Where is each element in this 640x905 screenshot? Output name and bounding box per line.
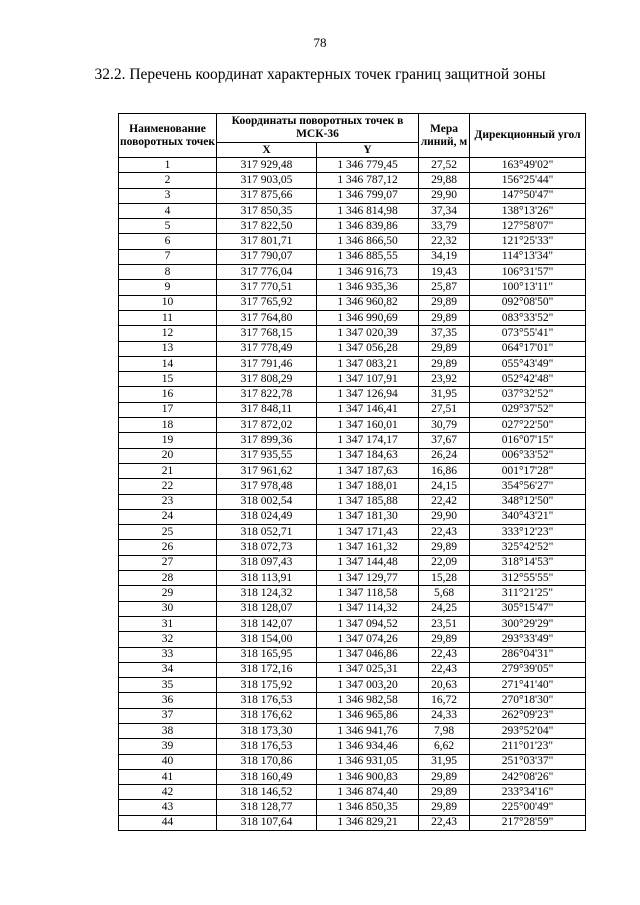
cell-point-number: 1 bbox=[119, 158, 217, 173]
cell-line-length: 22,42 bbox=[419, 494, 470, 509]
cell-direction-angle: 147°50'47" bbox=[470, 188, 586, 203]
cell-x: 317 801,71 bbox=[217, 234, 317, 249]
cell-line-length: 25,87 bbox=[419, 280, 470, 295]
table-row bbox=[119, 158, 586, 173]
cell-x: 318 128,07 bbox=[217, 601, 317, 616]
cell-direction-angle: 293°33'49" bbox=[470, 632, 586, 647]
cell-x: 318 113,91 bbox=[217, 571, 317, 586]
cell-y: 1 347 185,88 bbox=[317, 494, 419, 509]
cell-y: 1 346 916,73 bbox=[317, 265, 419, 280]
cell-point-number: 29 bbox=[119, 586, 217, 601]
cell-line-length: 37,67 bbox=[419, 433, 470, 448]
table-row bbox=[119, 173, 586, 188]
cell-point-number: 26 bbox=[119, 540, 217, 555]
cell-y: 1 347 046,86 bbox=[317, 647, 419, 662]
header-coordinates: Координаты поворотных точек в МСК-36 bbox=[217, 114, 419, 143]
cell-point-number: 31 bbox=[119, 616, 217, 631]
cell-y: 1 346 900,83 bbox=[317, 769, 419, 784]
cell-point-number: 6 bbox=[119, 234, 217, 249]
cell-line-length: 16,86 bbox=[419, 463, 470, 478]
cell-y: 1 347 126,94 bbox=[317, 387, 419, 402]
cell-direction-angle: 083°33'52" bbox=[470, 310, 586, 325]
cell-direction-angle: 027°22'50" bbox=[470, 418, 586, 433]
cell-point-number: 12 bbox=[119, 326, 217, 341]
cell-point-number: 3 bbox=[119, 188, 217, 203]
cell-direction-angle: 052°42'48" bbox=[470, 372, 586, 387]
cell-line-length: 6,62 bbox=[419, 739, 470, 754]
cell-x: 317 929,48 bbox=[217, 158, 317, 173]
cell-y: 1 346 814,98 bbox=[317, 203, 419, 218]
table-header bbox=[119, 114, 586, 158]
cell-y: 1 346 931,05 bbox=[317, 754, 419, 769]
cell-x: 318 176,62 bbox=[217, 708, 317, 723]
table-row bbox=[119, 586, 586, 601]
table-row bbox=[119, 463, 586, 478]
table-row bbox=[119, 280, 586, 295]
cell-direction-angle: 293°52'04" bbox=[470, 723, 586, 738]
cell-x: 317 903,05 bbox=[217, 173, 317, 188]
cell-y: 1 347 171,43 bbox=[317, 525, 419, 540]
cell-point-number: 34 bbox=[119, 662, 217, 677]
table-row bbox=[119, 265, 586, 280]
cell-point-number: 28 bbox=[119, 571, 217, 586]
table-row bbox=[119, 509, 586, 524]
cell-line-length: 34,19 bbox=[419, 249, 470, 264]
cell-direction-angle: 271°41'40" bbox=[470, 678, 586, 693]
cell-direction-angle: 312°55'55" bbox=[470, 571, 586, 586]
cell-y: 1 346 934,46 bbox=[317, 739, 419, 754]
cell-direction-angle: 242°08'26" bbox=[470, 769, 586, 784]
cell-line-length: 5,68 bbox=[419, 586, 470, 601]
cell-point-number: 38 bbox=[119, 723, 217, 738]
cell-y: 1 347 181,30 bbox=[317, 509, 419, 524]
cell-point-number: 27 bbox=[119, 555, 217, 570]
table-row bbox=[119, 693, 586, 708]
cell-y: 1 347 184,63 bbox=[317, 448, 419, 463]
cell-y: 1 347 174,17 bbox=[317, 433, 419, 448]
cell-y: 1 346 866,50 bbox=[317, 234, 419, 249]
cell-line-length: 23,92 bbox=[419, 372, 470, 387]
cell-x: 318 172,16 bbox=[217, 662, 317, 677]
cell-line-length: 26,24 bbox=[419, 448, 470, 463]
cell-x: 317 822,50 bbox=[217, 219, 317, 234]
cell-line-length: 29,89 bbox=[419, 310, 470, 325]
cell-direction-angle: 100°13'11" bbox=[470, 280, 586, 295]
table-row bbox=[119, 219, 586, 234]
table-body bbox=[119, 158, 586, 831]
cell-point-number: 16 bbox=[119, 387, 217, 402]
cell-point-number: 44 bbox=[119, 815, 217, 830]
cell-x: 318 124,32 bbox=[217, 586, 317, 601]
cell-direction-angle: 092°08'50" bbox=[470, 295, 586, 310]
cell-point-number: 11 bbox=[119, 310, 217, 325]
cell-line-length: 24,25 bbox=[419, 601, 470, 616]
cell-x: 317 899,36 bbox=[217, 433, 317, 448]
cell-line-length: 22,43 bbox=[419, 815, 470, 830]
cell-point-number: 39 bbox=[119, 739, 217, 754]
cell-x: 318 002,54 bbox=[217, 494, 317, 509]
cell-point-number: 25 bbox=[119, 525, 217, 540]
cell-y: 1 346 874,40 bbox=[317, 785, 419, 800]
cell-x: 317 875,66 bbox=[217, 188, 317, 203]
cell-line-length: 29,89 bbox=[419, 540, 470, 555]
cell-direction-angle: 333°12'23" bbox=[470, 525, 586, 540]
cell-point-number: 7 bbox=[119, 249, 217, 264]
table-row bbox=[119, 433, 586, 448]
cell-x: 317 765,92 bbox=[217, 295, 317, 310]
cell-line-length: 22,43 bbox=[419, 662, 470, 677]
table-row bbox=[119, 571, 586, 586]
table-row bbox=[119, 785, 586, 800]
cell-y: 1 347 107,91 bbox=[317, 372, 419, 387]
cell-y: 1 346 850,35 bbox=[317, 800, 419, 815]
cell-y: 1 346 982,58 bbox=[317, 693, 419, 708]
cell-point-number: 41 bbox=[119, 769, 217, 784]
cell-x: 318 154,00 bbox=[217, 632, 317, 647]
cell-line-length: 30,79 bbox=[419, 418, 470, 433]
cell-direction-angle: 217°28'59" bbox=[470, 815, 586, 830]
table-row bbox=[119, 616, 586, 631]
cell-direction-angle: 262°09'23" bbox=[470, 708, 586, 723]
cell-line-length: 29,89 bbox=[419, 785, 470, 800]
cell-direction-angle: 029°37'52" bbox=[470, 402, 586, 417]
cell-direction-angle: 305°15'47" bbox=[470, 601, 586, 616]
table-row bbox=[119, 402, 586, 417]
cell-direction-angle: 064°17'01" bbox=[470, 341, 586, 356]
cell-line-length: 29,89 bbox=[419, 356, 470, 371]
cell-y: 1 346 787,12 bbox=[317, 173, 419, 188]
cell-line-length: 23,51 bbox=[419, 616, 470, 631]
cell-point-number: 33 bbox=[119, 647, 217, 662]
cell-direction-angle: 340°43'21" bbox=[470, 509, 586, 524]
cell-x: 318 024,49 bbox=[217, 509, 317, 524]
cell-line-length: 29,90 bbox=[419, 188, 470, 203]
table-row bbox=[119, 739, 586, 754]
cell-x: 317 961,62 bbox=[217, 463, 317, 478]
cell-x: 317 768,15 bbox=[217, 326, 317, 341]
cell-point-number: 37 bbox=[119, 708, 217, 723]
cell-y: 1 347 160,01 bbox=[317, 418, 419, 433]
cell-direction-angle: 270°18'30" bbox=[470, 693, 586, 708]
cell-x: 318 128,77 bbox=[217, 800, 317, 815]
header-point-name: Наименование поворотных точек bbox=[119, 114, 217, 158]
cell-point-number: 5 bbox=[119, 219, 217, 234]
table-row bbox=[119, 708, 586, 723]
cell-direction-angle: 114°13'34" bbox=[470, 249, 586, 264]
cell-x: 317 848,11 bbox=[217, 402, 317, 417]
cell-point-number: 10 bbox=[119, 295, 217, 310]
cell-x: 318 146,52 bbox=[217, 785, 317, 800]
cell-direction-angle: 138°13'26" bbox=[470, 203, 586, 218]
cell-y: 1 347 144,48 bbox=[317, 555, 419, 570]
cell-point-number: 22 bbox=[119, 479, 217, 494]
cell-direction-angle: 037°32'52" bbox=[470, 387, 586, 402]
cell-line-length: 33,79 bbox=[419, 219, 470, 234]
cell-direction-angle: 354°56'27" bbox=[470, 479, 586, 494]
cell-y: 1 347 129,77 bbox=[317, 571, 419, 586]
cell-line-length: 15,28 bbox=[419, 571, 470, 586]
table-row bbox=[119, 387, 586, 402]
table-row bbox=[119, 815, 586, 830]
table-row bbox=[119, 555, 586, 570]
cell-point-number: 2 bbox=[119, 173, 217, 188]
cell-x: 317 770,51 bbox=[217, 280, 317, 295]
cell-line-length: 31,95 bbox=[419, 387, 470, 402]
cell-x: 317 822,78 bbox=[217, 387, 317, 402]
cell-point-number: 43 bbox=[119, 800, 217, 815]
cell-direction-angle: 127°58'07" bbox=[470, 219, 586, 234]
cell-line-length: 22,09 bbox=[419, 555, 470, 570]
cell-point-number: 19 bbox=[119, 433, 217, 448]
cell-y: 1 347 074,26 bbox=[317, 632, 419, 647]
cell-point-number: 32 bbox=[119, 632, 217, 647]
cell-y: 1 346 965,86 bbox=[317, 708, 419, 723]
header-y: Y bbox=[317, 143, 419, 158]
cell-direction-angle: 311°21'25" bbox=[470, 586, 586, 601]
cell-y: 1 346 990,69 bbox=[317, 310, 419, 325]
cell-line-length: 29,90 bbox=[419, 509, 470, 524]
cell-line-length: 16,72 bbox=[419, 693, 470, 708]
table-row bbox=[119, 448, 586, 463]
cell-x: 317 978,48 bbox=[217, 479, 317, 494]
cell-x: 318 176,53 bbox=[217, 739, 317, 754]
cell-point-number: 17 bbox=[119, 402, 217, 417]
cell-line-length: 37,35 bbox=[419, 326, 470, 341]
cell-point-number: 24 bbox=[119, 509, 217, 524]
coordinates-table bbox=[118, 113, 586, 831]
cell-x: 317 790,07 bbox=[217, 249, 317, 264]
cell-line-length: 24,15 bbox=[419, 479, 470, 494]
cell-y: 1 346 885,55 bbox=[317, 249, 419, 264]
cell-point-number: 9 bbox=[119, 280, 217, 295]
cell-direction-angle: 348°12'50" bbox=[470, 494, 586, 509]
cell-x: 317 764,80 bbox=[217, 310, 317, 325]
cell-x: 318 142,07 bbox=[217, 616, 317, 631]
cell-point-number: 8 bbox=[119, 265, 217, 280]
cell-y: 1 347 146,41 bbox=[317, 402, 419, 417]
cell-x: 317 850,35 bbox=[217, 203, 317, 218]
cell-point-number: 18 bbox=[119, 418, 217, 433]
cell-direction-angle: 251°03'37" bbox=[470, 754, 586, 769]
cell-x: 318 175,92 bbox=[217, 678, 317, 693]
cell-direction-angle: 163°49'02" bbox=[470, 158, 586, 173]
cell-y: 1 347 083,21 bbox=[317, 356, 419, 371]
cell-point-number: 40 bbox=[119, 754, 217, 769]
cell-line-length: 37,34 bbox=[419, 203, 470, 218]
table-row bbox=[119, 295, 586, 310]
header-direction-angle: Дирекционный угол bbox=[470, 114, 586, 158]
cell-x: 318 097,43 bbox=[217, 555, 317, 570]
table-row bbox=[119, 479, 586, 494]
page-number: 78 bbox=[313, 35, 327, 50]
table-row bbox=[119, 341, 586, 356]
table-row bbox=[119, 540, 586, 555]
cell-line-length: 27,52 bbox=[419, 158, 470, 173]
cell-line-length: 29,89 bbox=[419, 341, 470, 356]
table-row bbox=[119, 494, 586, 509]
cell-direction-angle: 300°29'29" bbox=[470, 616, 586, 631]
cell-line-length: 22,32 bbox=[419, 234, 470, 249]
cell-y: 1 347 056,28 bbox=[317, 341, 419, 356]
cell-y: 1 346 941,76 bbox=[317, 723, 419, 738]
cell-x: 317 778,49 bbox=[217, 341, 317, 356]
cell-direction-angle: 016°07'15" bbox=[470, 433, 586, 448]
cell-direction-angle: 055°43'49" bbox=[470, 356, 586, 371]
cell-point-number: 36 bbox=[119, 693, 217, 708]
table-row bbox=[119, 723, 586, 738]
cell-direction-angle: 233°34'16" bbox=[470, 785, 586, 800]
cell-direction-angle: 121°25'33" bbox=[470, 234, 586, 249]
header-x: X bbox=[217, 143, 317, 158]
cell-line-length: 22,43 bbox=[419, 647, 470, 662]
cell-x: 317 808,29 bbox=[217, 372, 317, 387]
cell-direction-angle: 279°39'05" bbox=[470, 662, 586, 677]
cell-line-length: 29,89 bbox=[419, 295, 470, 310]
cell-y: 1 347 114,32 bbox=[317, 601, 419, 616]
cell-x: 318 052,71 bbox=[217, 525, 317, 540]
cell-point-number: 23 bbox=[119, 494, 217, 509]
cell-x: 318 160,49 bbox=[217, 769, 317, 784]
cell-y: 1 346 960,82 bbox=[317, 295, 419, 310]
table-row bbox=[119, 249, 586, 264]
cell-y: 1 347 020,39 bbox=[317, 326, 419, 341]
table-row bbox=[119, 525, 586, 540]
cell-line-length: 19,43 bbox=[419, 265, 470, 280]
cell-point-number: 42 bbox=[119, 785, 217, 800]
cell-y: 1 347 094,52 bbox=[317, 616, 419, 631]
cell-line-length: 31,95 bbox=[419, 754, 470, 769]
cell-line-length: 29,89 bbox=[419, 632, 470, 647]
table-row bbox=[119, 678, 586, 693]
table-row bbox=[119, 356, 586, 371]
table-row bbox=[119, 601, 586, 616]
cell-line-length: 24,33 bbox=[419, 708, 470, 723]
cell-x: 317 872,02 bbox=[217, 418, 317, 433]
cell-point-number: 20 bbox=[119, 448, 217, 463]
table-row bbox=[119, 188, 586, 203]
cell-y: 1 347 161,32 bbox=[317, 540, 419, 555]
table-row bbox=[119, 632, 586, 647]
cell-y: 1 346 935,36 bbox=[317, 280, 419, 295]
cell-line-length: 22,43 bbox=[419, 525, 470, 540]
cell-direction-angle: 286°04'31" bbox=[470, 647, 586, 662]
cell-x: 318 165,95 bbox=[217, 647, 317, 662]
cell-point-number: 13 bbox=[119, 341, 217, 356]
cell-x: 318 072,73 bbox=[217, 540, 317, 555]
cell-point-number: 14 bbox=[119, 356, 217, 371]
table-row bbox=[119, 310, 586, 325]
table-row bbox=[119, 662, 586, 677]
cell-y: 1 347 003,20 bbox=[317, 678, 419, 693]
table-row bbox=[119, 647, 586, 662]
table-row bbox=[119, 800, 586, 815]
cell-x: 318 170,86 bbox=[217, 754, 317, 769]
cell-point-number: 4 bbox=[119, 203, 217, 218]
cell-direction-angle: 225°00'49" bbox=[470, 800, 586, 815]
cell-y: 1 347 118,58 bbox=[317, 586, 419, 601]
cell-direction-angle: 211°01'23" bbox=[470, 739, 586, 754]
cell-direction-angle: 106°31'57" bbox=[470, 265, 586, 280]
cell-x: 317 791,46 bbox=[217, 356, 317, 371]
cell-x: 318 176,53 bbox=[217, 693, 317, 708]
table-row bbox=[119, 418, 586, 433]
cell-direction-angle: 156°25'44" bbox=[470, 173, 586, 188]
table-row bbox=[119, 769, 586, 784]
cell-line-length: 7,98 bbox=[419, 723, 470, 738]
cell-y: 1 346 779,45 bbox=[317, 158, 419, 173]
cell-y: 1 346 799,07 bbox=[317, 188, 419, 203]
cell-y: 1 347 188,01 bbox=[317, 479, 419, 494]
cell-point-number: 21 bbox=[119, 463, 217, 478]
table-row bbox=[119, 372, 586, 387]
cell-direction-angle: 001°17'28" bbox=[470, 463, 586, 478]
section-heading: 32.2. Перечень координат характерных точек границ защитной зоны bbox=[94, 66, 546, 83]
cell-line-length: 29,89 bbox=[419, 769, 470, 784]
table-row bbox=[119, 754, 586, 769]
cell-y: 1 347 187,63 bbox=[317, 463, 419, 478]
cell-direction-angle: 006°33'52" bbox=[470, 448, 586, 463]
cell-direction-angle: 073°55'41" bbox=[470, 326, 586, 341]
cell-x: 317 935,55 bbox=[217, 448, 317, 463]
cell-y: 1 346 829,21 bbox=[317, 815, 419, 830]
table-row bbox=[119, 326, 586, 341]
table-row bbox=[119, 203, 586, 218]
cell-line-length: 20,63 bbox=[419, 678, 470, 693]
header-line-length: Мера линий, м bbox=[419, 114, 470, 158]
cell-x: 318 107,64 bbox=[217, 815, 317, 830]
cell-direction-angle: 325°42'52" bbox=[470, 540, 586, 555]
cell-point-number: 15 bbox=[119, 372, 217, 387]
cell-line-length: 29,88 bbox=[419, 173, 470, 188]
cell-line-length: 29,89 bbox=[419, 800, 470, 815]
cell-line-length: 27,51 bbox=[419, 402, 470, 417]
cell-x: 318 173,30 bbox=[217, 723, 317, 738]
cell-x: 317 776,04 bbox=[217, 265, 317, 280]
cell-y: 1 346 839,86 bbox=[317, 219, 419, 234]
cell-y: 1 347 025,31 bbox=[317, 662, 419, 677]
table-row bbox=[119, 234, 586, 249]
cell-point-number: 35 bbox=[119, 678, 217, 693]
cell-direction-angle: 318°14'53" bbox=[470, 555, 586, 570]
cell-point-number: 30 bbox=[119, 601, 217, 616]
